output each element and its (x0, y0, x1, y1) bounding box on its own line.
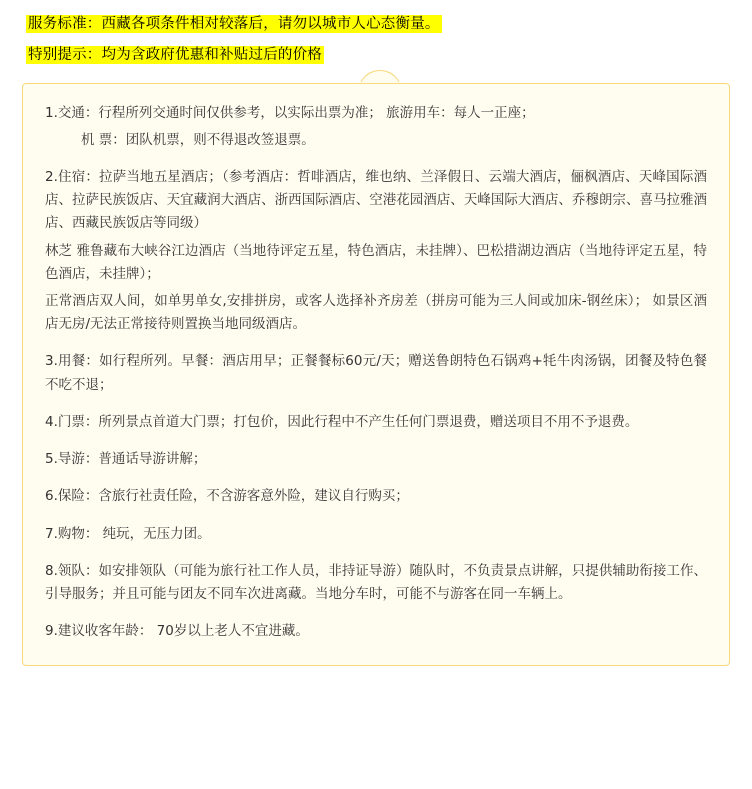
note-age: 9.建议收客年龄： 70岁以上老人不宜进藏。 (45, 623, 309, 640)
note-stay-line-2: 林芝 雅鲁藏布大峡谷江边酒店（当地待评定五星，特色酒店，未挂牌）、巴松措湖边酒店（当地待评定五星，特色酒店，未挂牌）； (45, 242, 707, 282)
note-stay-line-1: 2.住宿：拉萨当地五星酒店；（参考酒店：哲啡酒店，维也纳、兰泽假日、云端大酒店，俪枫酒店、天峰国际酒店、拉萨民族饭店、天宜藏润大酒店、浙西国际酒店、空港花园酒店、天峰国际大酒店、乔穆朗宗、喜马拉雅酒店、西藏民族饭店等同级） (45, 168, 707, 232)
note-tickets: 4.门票：所列景点首道大门票；打包价，因此行程中不产生任何门票退费，赠送项目不用不予退费。 (45, 413, 639, 430)
notes-callout-wrapper (22, 83, 730, 667)
highlight-block (0, 0, 752, 67)
note-traffic (45, 102, 707, 125)
note-shopping: 7.购物： 纯玩，无压力团。 (45, 525, 211, 542)
callout-tail-shape (358, 70, 402, 84)
highlight-line-2 (26, 45, 752, 67)
highlight-text-service-standard: 服务标准：西藏各项条件相对较落后，请勿以城市人心态衡量。 (28, 16, 440, 32)
note-meals: 3.用餐：如行程所列。早餐：酒店用早；正餐餐标60元/天；赠送鲁朗特色石锅鸡+牦牛肉汤锅，团餐及特色餐不吃不退； (45, 353, 707, 393)
note-traffic-main: 1.交通：行程所列交通时间仅供参考，以实际出票为准； 旅游用车：每人一正座； (45, 104, 535, 121)
note-guide: 5.导游：普通话导游讲解； (45, 451, 207, 468)
note-stay-line-3: 正常酒店双人间，如单男单女,安排拼房，或客人选择补齐房差（拼房可能为三人间或加床-钢丝床）； 如景区酒店无房/无法正常接待则置换当地同级酒店。 (45, 293, 707, 333)
highlight-line-1 (26, 14, 752, 36)
note-insurance: 6.保险：含旅行社责任险，不含游客意外险，建议自行购买； (45, 488, 409, 505)
note-leader: 8.领队：如安排领队（可能为旅行社工作人员，非持证导游）随队时，不负责景点讲解，只提供辅助衔接工作、引导服务；并且可能与团友不同车次进离藏。当地分车时，可能不与游客在同一车辆上。 (45, 562, 707, 602)
note-traffic-sub-wrap (45, 129, 707, 152)
highlight-text-special-tip: 特别提示：均为含政府优惠和补贴过后的价格 (28, 46, 322, 63)
notes-callout (22, 83, 730, 667)
note-traffic-flight: 机 票：团队机票，则不得退改签退票。 (81, 131, 315, 148)
